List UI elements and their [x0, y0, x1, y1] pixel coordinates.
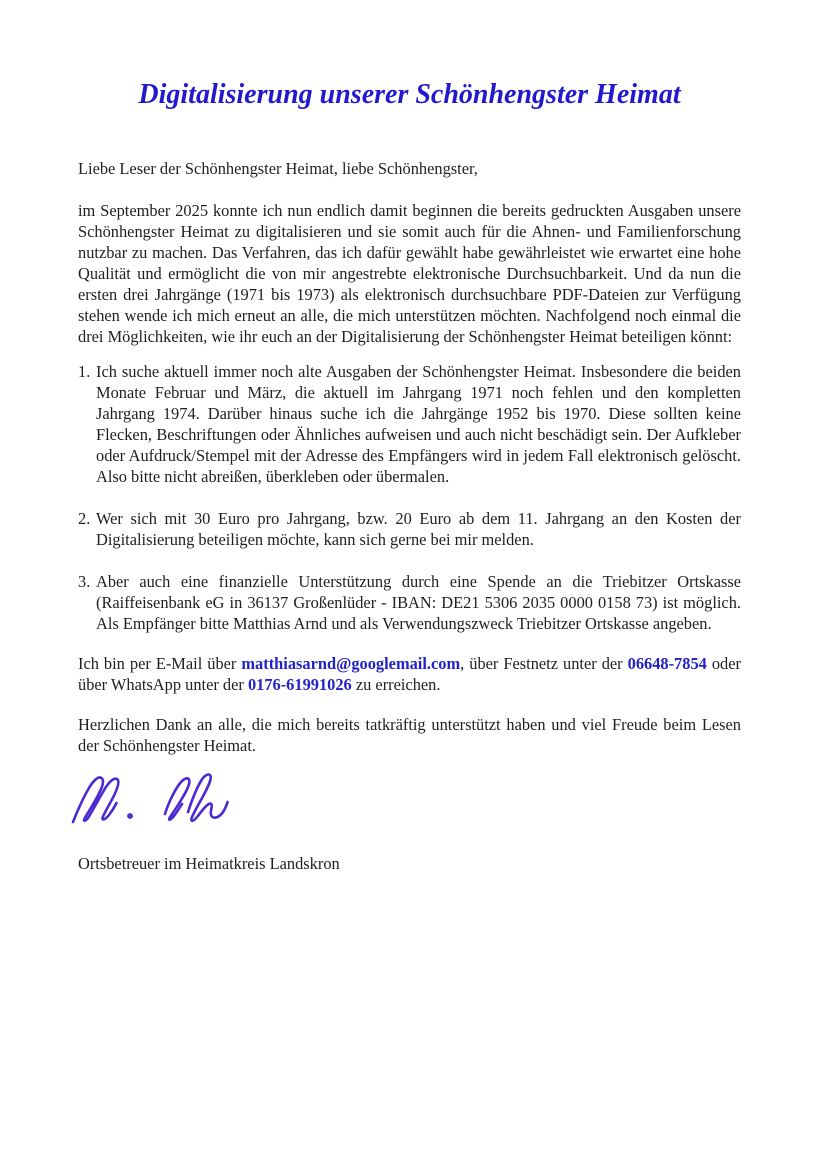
list-item-3-text: Aber auch eine finanzielle Unterstützung durch eine Spende an die Triebitzer Ortskasse (Raiffeisenbank eG in 36137 Großenlüder - IBAN: DE21 5306 2035 0000 0158 73) ist möglich. Als Empfänger bitte Matthias Arnd und als Verwendungszweck Triebitzer Ortskasse angeben. — [96, 572, 741, 633]
signature-a-stroke — [165, 778, 189, 819]
thanks-paragraph: Herzlichen Dank an alle, die mich bereits tatkräftig unterstützt haben und viel Freude beim Lesen der Schönhengster Heimat. — [78, 715, 741, 755]
sender-role: Ortsbetreuer im Heimatkreis Landskron — [78, 854, 340, 873]
list-item-3-number: 3. — [78, 572, 91, 591]
options-list — [78, 361, 741, 634]
list-item-1-text: Ich suche aktuell immer noch alte Ausgaben der Schönhengster Heimat. Insbesondere die beiden Monate Februar und März, die aktuell im Jahrgang 1971 noch fehlen und den kompletten Jahrgang 1974. Darüber hinaus suche ich die Jahrgänge 1952 bis 1970. Diese sollten keine Flecken, Beschriftungen oder Ähnliches aufweisen und auch nicht beschädigt sein. Der Aufkleber oder Aufdruck/Stempel mit der Adresse des Empfängers wird in jedem Fall elektronisch gelöscht. Also bitte nicht abreißen, überkleben oder übermalen. — [96, 362, 741, 486]
signature-period-dot — [128, 814, 131, 817]
list-item-2 — [78, 508, 741, 550]
signature-m-stroke — [73, 777, 118, 822]
contact-text-3: oder über WhatsApp unter der — [78, 654, 741, 694]
list-item-2-number: 2. — [78, 509, 91, 528]
signature-d-stroke — [188, 774, 228, 820]
intro-paragraph: im September 2025 konnte ich nun endlich damit beginnen die bereits gedruckten Ausgaben unsere Schönhengster Heimat zu digitalisieren und sie somit auch für die Ahnen- und Familienforschung nutzbar zu machen. Das Verfahren, das ich dafür gewählt habe gewährleistet wie erwartet eine hohe Qualität und ermöglicht die von mir angestrebte elektronische Durchsuchbarkeit. Und da nun die ersten drei Jahrgänge (1971 bis 1973) als elektronisch durchsuchbare PDF-Dateien zur Verfügung stehen wende ich mich erneut an alle, die mich unterstützen möchten. Nachfolgend noch einmal die drei Möglichkeiten, wie ihr euch an der Digitalisierung der Schönhengster Heimat beteiligen könnt: — [78, 201, 741, 346]
contact-text-2: , über Festnetz unter der — [460, 654, 628, 673]
contact-text-1: Ich bin per E-Mail über — [78, 654, 242, 673]
whatsapp-number: 0176-61991026 — [247, 675, 352, 694]
landline-number: 06648-7854 — [627, 654, 707, 673]
list-item-3 — [78, 571, 741, 634]
list-item-1 — [78, 361, 741, 487]
list-item-1-number: 1. — [78, 362, 91, 381]
signature-handwriting-svg — [70, 770, 245, 828]
contact-paragraph — [78, 653, 741, 695]
contact-text-4: zu erreichen. — [351, 675, 441, 694]
email-address: matthiasarnd@googlemail.com — [241, 654, 461, 673]
page-title: Digitalisierung unserer Schönhengster Heimat — [138, 79, 681, 110]
list-item-2-text: Wer sich mit 30 Euro pro Jahrgang, bzw. 20 Euro ab dem 11. Jahrgang an den Kosten der Digitalisierung beteiligen möchte, kann sich gerne bei mir melden. — [96, 509, 741, 549]
handwritten-signature — [70, 770, 741, 828]
greeting-line: Liebe Leser der Schönhengster Heimat, liebe Schönhengster, — [78, 159, 478, 178]
